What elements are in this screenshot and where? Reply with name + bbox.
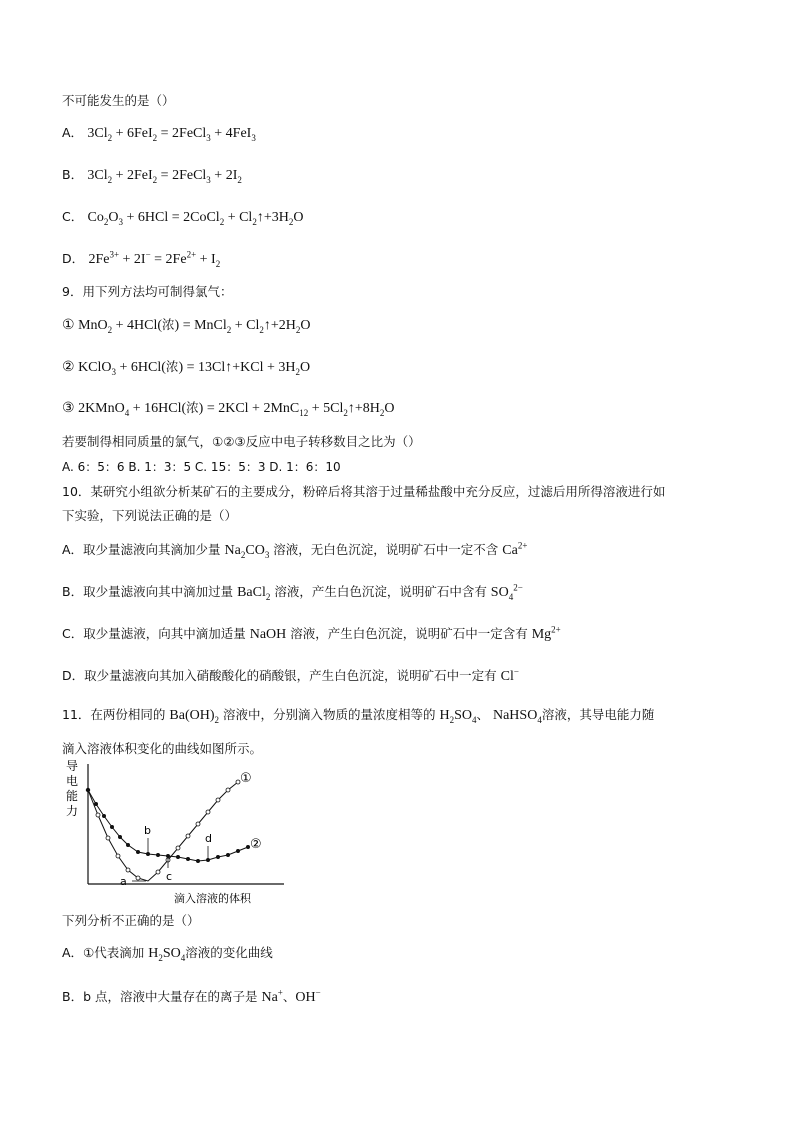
ylabel-char-2: 电	[66, 774, 79, 788]
q11-option-a: A．①代表滴加 $H_2SO_4$溶液的变化曲线	[62, 945, 273, 963]
q10-option-b: B．取少量滤液向其中滴加过量 BaCl$_2$ 溶液，产生白色沉淀，说明矿石中含有 $SO_4^{2-}$	[62, 582, 523, 602]
q10-option-c: C．取少量滤液，向其中滴加适量 NaOH 溶液，产生白色沉淀，说明矿石中一定含有 $Mg^{2+}$	[62, 624, 561, 642]
label-curve-1: ①	[240, 771, 252, 786]
xlabel: 滴入溶液的体积	[174, 892, 251, 905]
conductivity-graph	[62, 760, 302, 910]
ylabel-char-3: 能	[66, 789, 79, 803]
q9-stem: 9．用下列方法均可制得氯气：	[62, 284, 233, 299]
q9-reaction-3: ③ 2KMnO$_4$ + 16HCl(浓) = $2KCl + 2MnC_{12} + 5Cl_2↑+8H_2O$	[62, 400, 395, 418]
q10-stem-line2: 下实验，下列说法正确的是（）	[62, 508, 238, 523]
q11-stem-line2: 滴入溶液体积变化的曲线如图所示。	[62, 741, 263, 756]
q8-option-d: D． $2Fe^{3+} + 2I^- = 2Fe^{2+} + I_2$	[62, 249, 221, 269]
label-a: a	[120, 875, 127, 888]
label-curve-2: ②	[250, 837, 262, 852]
equation-b: $3Cl_2 + 2FeI_2$ = 2FeCl$_3$ + $2I_2$	[87, 168, 242, 185]
q9-question: 若要制得相同质量的氯气，①②③反应中电子转移数目之比为（）	[62, 434, 421, 449]
q11-option-b: B．b 点，溶液中大量存在的离子是 Na+、OH−	[62, 987, 321, 1005]
curve-1	[88, 782, 238, 881]
equation-d: $2Fe^{3+} + 2I^- = 2Fe^{2+} + I_2$	[88, 249, 221, 269]
label-c: c	[166, 870, 173, 883]
q8-option-a: A． $3Cl_2 + 6FeI_2$ = 2FeCl$_3$ + 4FeI$_3$	[62, 125, 256, 143]
q11-question: 下列分析不正确的是（）	[62, 913, 200, 928]
ylabel-char-4: 力	[66, 804, 79, 818]
equation-c: $Co_2O_3 + 6HCl$ = 2CoCl$_2$ + $Cl_2↑+3H_2O$	[87, 210, 304, 227]
q9-options: A. 6：5：6 B. 1：3：5 C. 15：5：3 D. 1：6：10	[62, 460, 341, 474]
q8-stem: 不可能发生的是（）	[62, 93, 175, 108]
label-d: d	[205, 832, 212, 845]
equation-a: $3Cl_2 + 6FeI_2$ = 2FeCl$_3$ + 4FeI$_3$	[87, 126, 256, 143]
q10-stem-line1: 10．某研究小组欲分析某矿石的主要成分，粉碎后将其溶于过量稀盐酸中充分反应，过滤后用所得溶液进行如	[62, 484, 666, 499]
q8-option-b: B． $3Cl_2 + 2FeI_2$ = 2FeCl$_3$ + $2I_2$	[62, 167, 242, 185]
q9-reaction-2: ② KClO$_3$ + 6HCl(浓) = 13Cl↑+KCl + $3H_2O$	[62, 359, 311, 377]
q10-option-d: D．取少量滤液向其加入硝酸酸化的硝酸银，产生白色沉淀，说明矿石中一定有 Cl−	[62, 666, 519, 684]
label-b: b	[144, 824, 151, 837]
q9-reaction-1: ① MnO$_2$ + 4HCl(浓) = MnCl$_2$ + $Cl_2↑+2H_2O$	[62, 317, 311, 335]
q8-option-c: C． $Co_2O_3 + 6HCl$ = 2CoCl$_2$ + $Cl_2↑+3H_2O$	[62, 209, 304, 227]
q10-option-a: A．取少量滤液向其滴加少量 $Na_2CO_3$ 溶液，无白色沉淀，说明矿石中一定不含 $Ca^{2+}$	[62, 540, 528, 560]
q11-stem-line1: 11．在两份相同的 $Ba(OH)_2$ 溶液中，分别滴入物质的量浓度相等的 $H_2SO_4$、 NaHSO$_4$溶液，其导电能力随	[62, 707, 655, 725]
ylabel-char-1: 导	[66, 760, 79, 773]
